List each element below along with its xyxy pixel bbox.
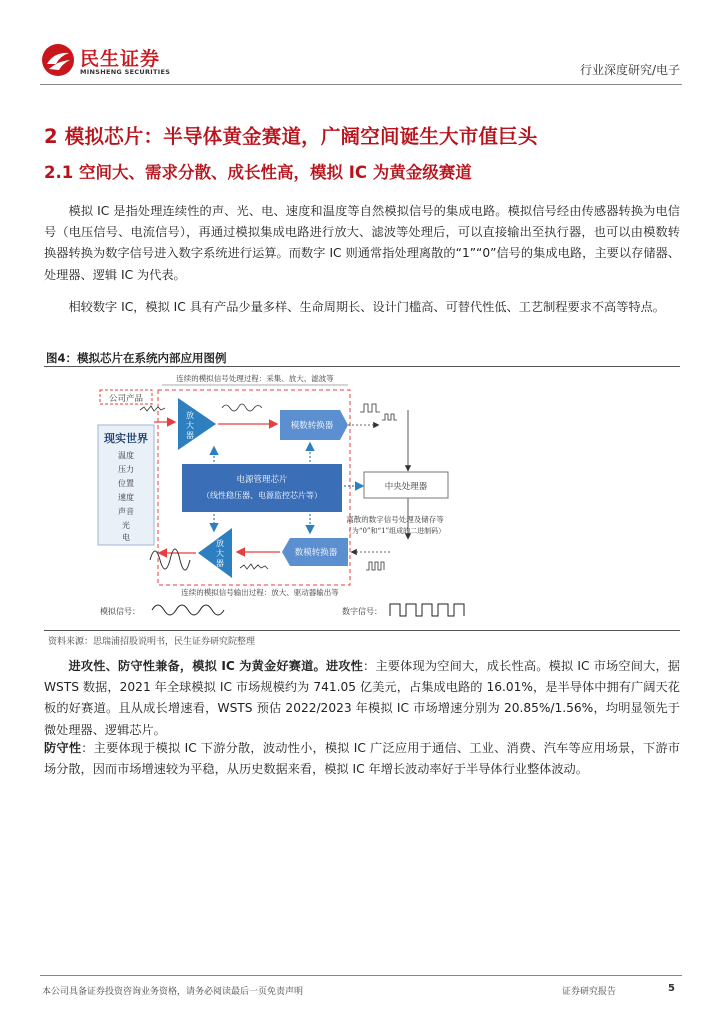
paragraph-defensive <box>44 738 680 780</box>
amplifier-top-label: 放 <box>186 411 194 420</box>
logo-text-cn: 民生证券 <box>80 48 161 70</box>
paragraph-bold-lead: 防守性 <box>44 741 82 755</box>
world-item: 速度 <box>118 493 134 502</box>
pmic-block <box>182 464 342 512</box>
world-item: 电 <box>122 533 130 542</box>
world-item: 位置 <box>118 479 134 488</box>
dac-label: 数模转换器 <box>294 548 338 558</box>
top-process-note: 连续的模拟信号处理过程：采集、放大、滤波等 <box>176 374 334 383</box>
amplifier-top-label: 大 <box>186 421 194 430</box>
world-item: 声音 <box>118 507 134 516</box>
amplifier-bottom-label: 器 <box>216 559 224 568</box>
subsection-heading: 2.1 空间大、需求分散、成长性高，模拟 IC 为黄金级赛道 <box>44 163 472 182</box>
figure-source: 资料来源：思瑞浦招股说明书，民生证券研究院整理 <box>48 637 256 647</box>
digital-note-1: 离散的数字信号处理及储存等 <box>346 515 444 524</box>
section-heading: 2 模拟芯片：半导体黄金赛道，广阔空间诞生大市值巨头 <box>44 125 538 148</box>
brand-logo <box>40 42 180 78</box>
paragraph-text: 相较数字 IC，模拟 IC 具有产品少量多样、生命周期长、设计门槛高、可替代性低、工艺制程要求不高等特点。 <box>68 300 665 314</box>
paragraph-body: ：主要体现为空间大，成长性高。模拟 IC 市场空间大，据 WSTS 数据，2021 年全球模拟 IC 市场规模约为 741.05 亿美元，占集成电路的 16.01%，是半导体中拥有广阔天花板的好赛道。且从成长增速看，WSTS 预估 2022/2023 年模拟 IC 市场增速分别为 20.85%/1.56%，均明显领先于微处理器、逻辑芯片。 <box>44 659 680 737</box>
adc-label: 模数转换器 <box>290 421 334 431</box>
figure-top-rule <box>44 366 680 367</box>
real-world-title: 现实世界 <box>104 432 148 445</box>
report-category: 行业深度研究/电子 <box>579 63 680 77</box>
amplifier-bottom <box>198 528 232 578</box>
footer-doc-type: 证券研究报告 <box>562 987 617 997</box>
amplifier-bottom-label: 放 <box>216 539 224 548</box>
world-item: 温度 <box>118 451 134 460</box>
analog-chip-diagram <box>90 370 490 625</box>
amplifier-top <box>178 398 216 450</box>
dac-output-waveform <box>240 564 268 569</box>
figure-bottom-rule <box>44 630 680 631</box>
digital-note-2: （为“0”和“1”组成的二进制码） <box>344 527 446 535</box>
diagram-canvas <box>90 370 490 625</box>
analog-signal-label: 模拟信号： <box>100 607 140 616</box>
logo-text-en: MINSHENG SECURITIES <box>80 68 171 76</box>
header-divider <box>40 84 682 85</box>
paragraph-text: 模拟 IC 是指处理连续性的声、光、电、速度和温度等自然模拟信号的集成电路。模拟信号经由传感器转换为电信号（电压信号、电流信号），再通过模拟集成电路进行放大、滤波等处理后，可以直接输出至执行器，也可以由模数转换器转换为数字信号进入数字系统进行运算。而数字 IC 则通常指处理离散的“1”“0”信号的集成电路，主要以存储器、处理器、逻辑 IC 为代表。 <box>44 204 680 282</box>
footer-divider <box>40 975 682 976</box>
bottom-process-note: 连续的模拟信号输出过程：放大、驱动器输出等 <box>181 588 339 597</box>
world-item: 压力 <box>118 465 134 474</box>
analog-signal-wave <box>152 605 224 615</box>
amplifier-bottom-label: 大 <box>216 549 224 558</box>
footer-disclaimer: 本公司具备证券投资咨询业务资格，请务必阅读最后一页免责声明 <box>42 987 304 997</box>
digital-signal-label: 数字信号： <box>342 607 382 616</box>
paragraph-bold-lead: 进攻性、防守性兼备，模拟 IC 为黄金好赛道。进攻性 <box>68 659 364 673</box>
cpu-label: 中央处理器 <box>384 482 428 492</box>
amplifier-top-label: 器 <box>186 431 194 440</box>
paragraph-text <box>44 738 680 780</box>
input-waveform <box>140 406 165 411</box>
digital-waveform-bottom <box>366 562 384 570</box>
paragraph-analog-ic-definition <box>44 201 680 286</box>
pmic-title: 电源管理芯片 <box>236 475 288 485</box>
output-waveform <box>150 549 190 570</box>
amplified-waveform <box>222 404 262 411</box>
paragraph-analog-vs-digital <box>44 297 680 318</box>
figure-title: 图4：模拟芯片在系统内部应用图例 <box>46 351 227 365</box>
paragraph-text <box>44 656 680 741</box>
paragraph-offensive <box>44 656 680 741</box>
paragraph-body: ：主要体现于模拟 IC 下游分散，波动性小，模拟 IC 广泛应用于通信、工业、消费、汽车等应用场景，下游市场分散，因而市场增速较为平稳，从历史数据来看，模拟 IC 年增长波动率好于半导体行业整体波动。 <box>44 741 680 777</box>
pmic-subtitle: （线性稳压器、电源监控芯片等） <box>202 491 322 500</box>
world-item: 光 <box>122 521 130 530</box>
minsheng-logo-icon <box>40 42 76 78</box>
digital-signal-wave <box>390 604 464 616</box>
digital-waveform-top <box>360 404 380 412</box>
company-product-label: 公司产品 <box>108 394 144 404</box>
page-number: 5 <box>668 983 675 994</box>
digital-waveform-top-2 <box>382 414 397 420</box>
